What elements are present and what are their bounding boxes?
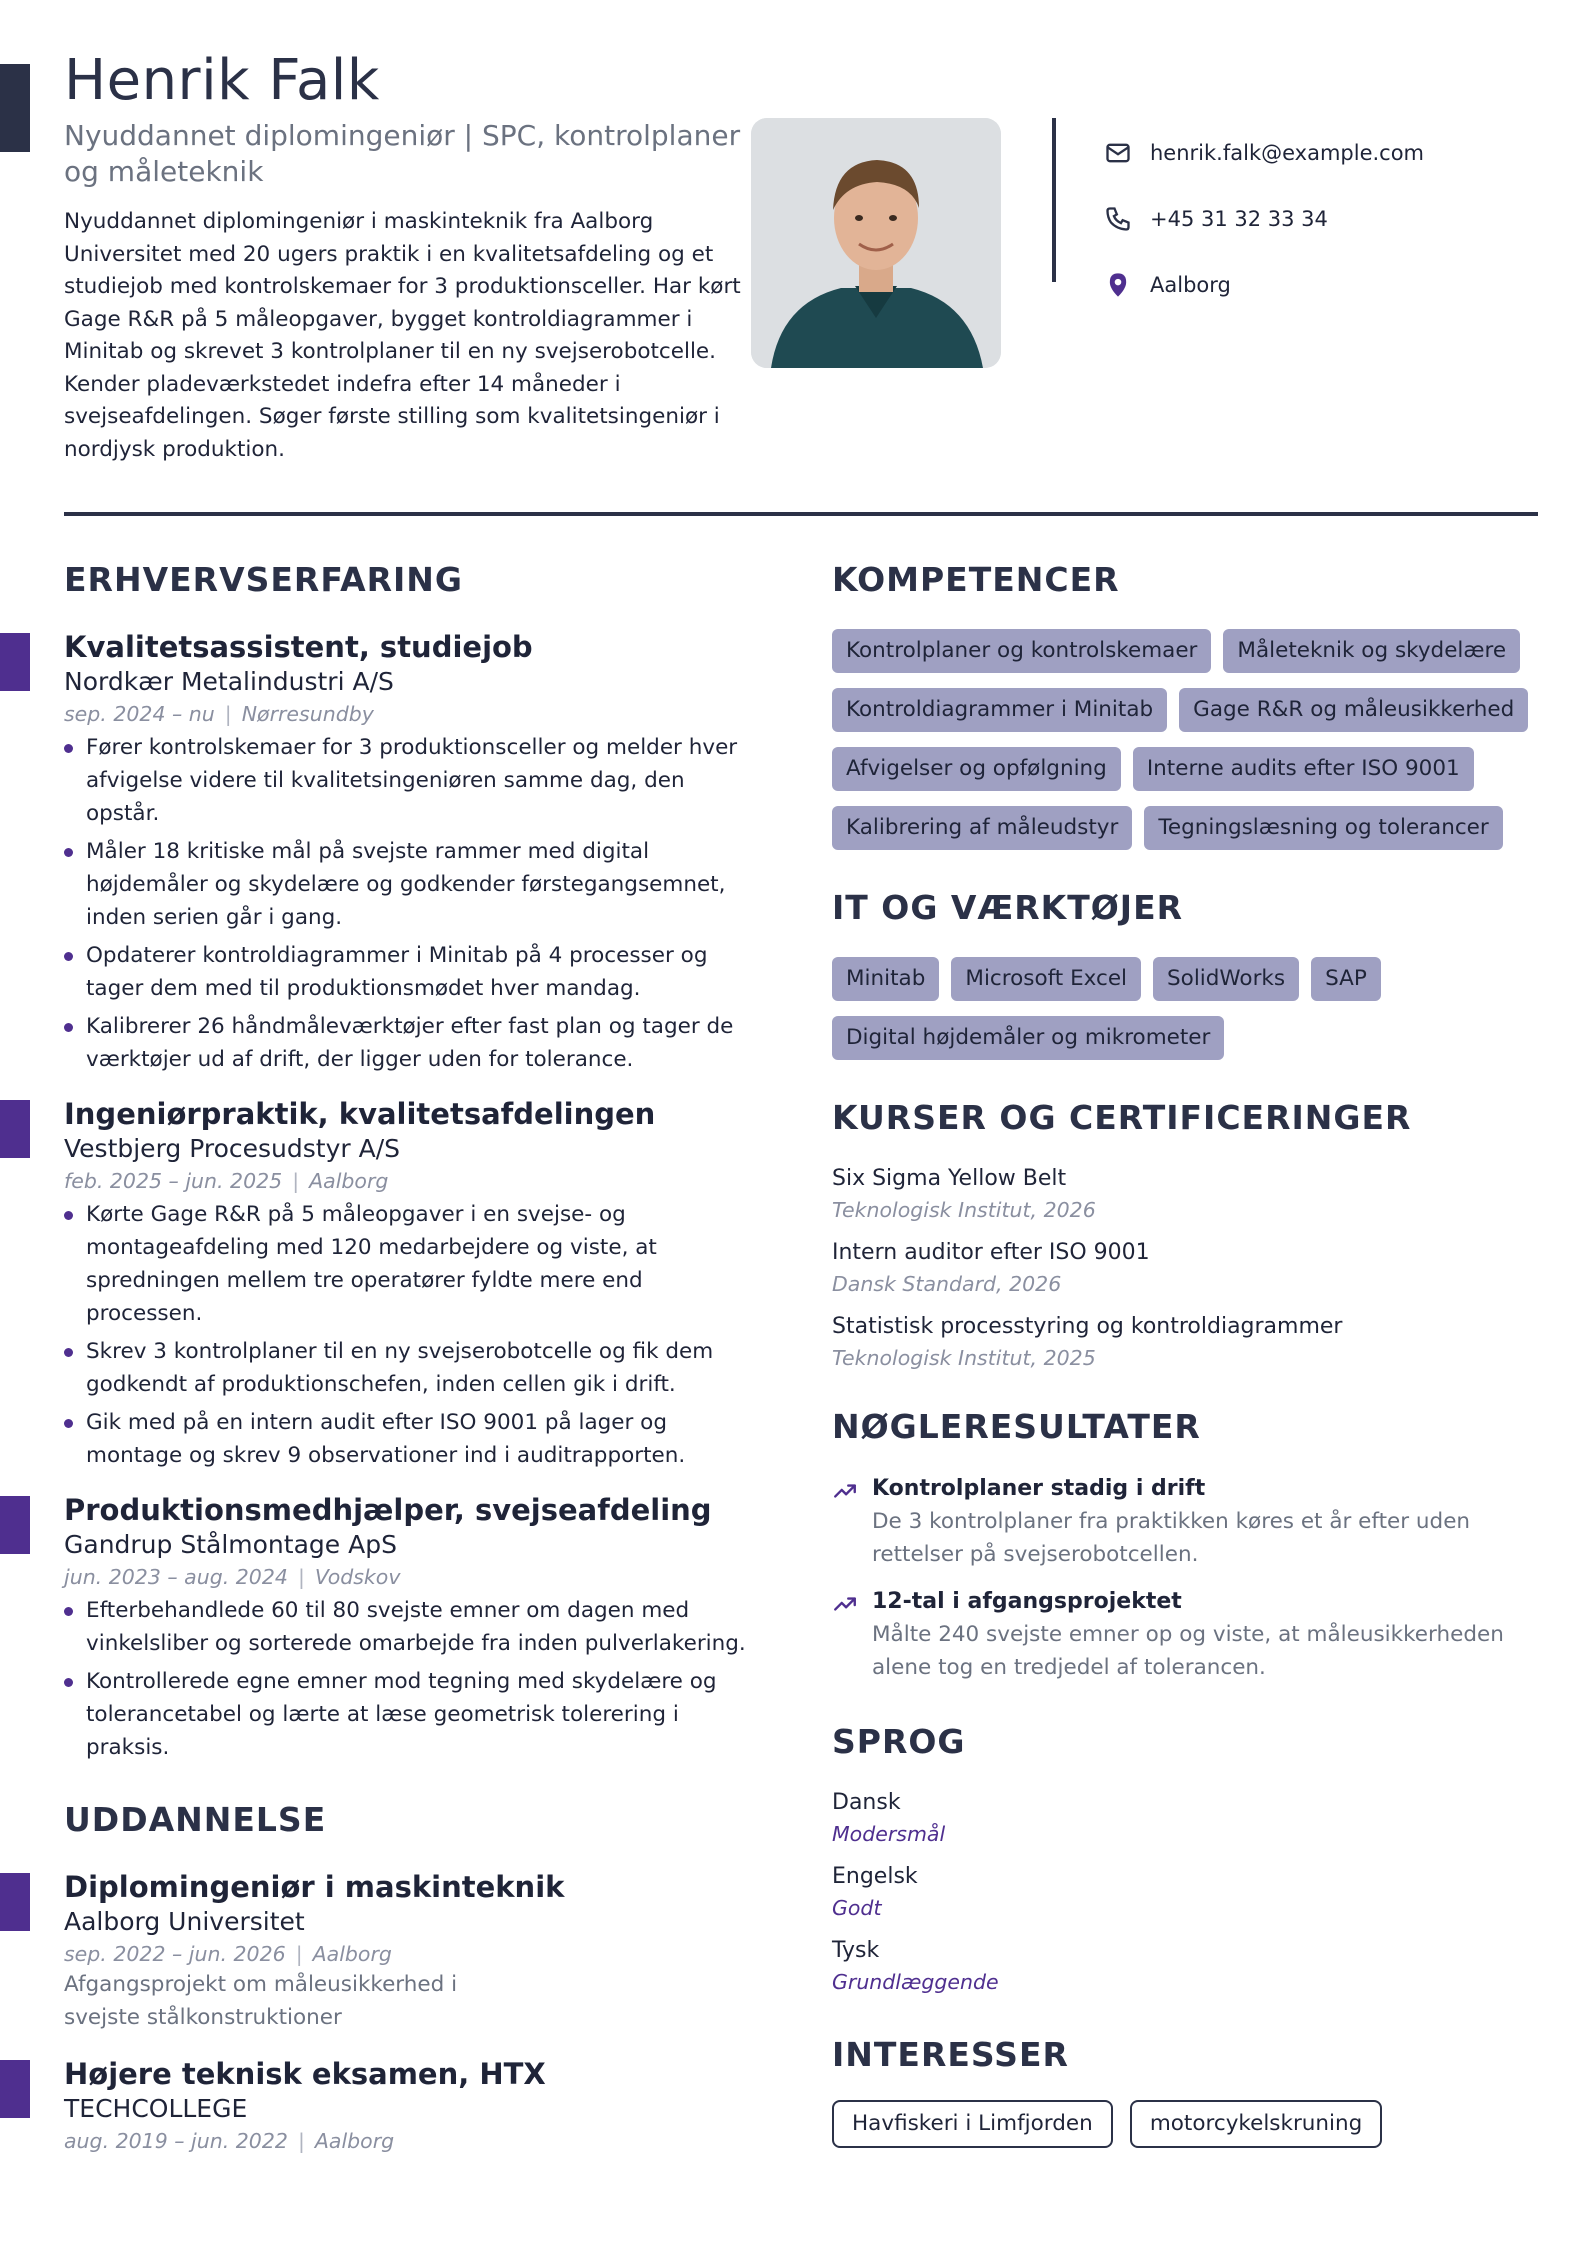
item-marker — [0, 1496, 30, 1554]
trending-up-icon — [832, 1478, 858, 1504]
job-bullet: Kalibrerer 26 håndmåleværktøjer efter fast plan og tager de værktøjer ud af drift, der ligger uden for tolerance. — [64, 1010, 764, 1076]
education-meta: sep. 2022 – jun. 2026 | Aalborg — [64, 1942, 392, 1966]
job-bullet: Efterbehandlede 60 til 80 svejste emner om dagen med vinkelsliber og sorterede omarbejde fra inden pulverlakering. — [64, 1594, 764, 1660]
competency-tag: Kontroldiagrammer i Minitab — [832, 688, 1167, 732]
section-title-courses: KURSER OG CERTIFICERINGER — [832, 1098, 1412, 1137]
job-title: Kvalitetsassistent, studiejob — [64, 630, 533, 664]
item-marker — [0, 1873, 30, 1931]
job-bullet: Måler 18 kritiske mål på svejste rammer med digital højdemåler og skydelære og godkender førstegangsemnet, inden serien går i gang. — [64, 835, 764, 934]
education-item — [64, 2056, 764, 2156]
section-title-competencies: KOMPETENCER — [832, 560, 1120, 599]
result-description: Målte 240 svejste emner op og viste, at måleusikkerheden alene tog en tredjedel af tolerancen. — [872, 1622, 1504, 1680]
job-bullets — [64, 1594, 764, 1764]
result-title: 12-tal i afgangsprojektet — [872, 1589, 1182, 1614]
section-title-languages: SPROG — [832, 1722, 966, 1761]
interest-tag: Havfiskeri i Limfjorden — [832, 2100, 1113, 2148]
degree-title: Diplomingeniør i maskinteknik — [64, 1870, 565, 1904]
section-title-education: UDDANNELSE — [64, 1800, 327, 1839]
item-marker — [0, 1100, 30, 1158]
interest-tags — [832, 2100, 1538, 2148]
experience-item — [64, 629, 764, 1076]
it-tool-tag: Minitab — [832, 957, 939, 1001]
education-dates: sep. 2022 – jun. 2026 — [64, 1942, 286, 1966]
school-name: TECHCOLLEGE — [64, 2094, 248, 2123]
trending-up-icon — [832, 1591, 858, 1617]
contact-info — [1104, 120, 1424, 318]
contact-location — [1104, 252, 1424, 318]
job-bullets — [64, 731, 764, 1076]
course-name: Intern auditor efter ISO 9001 — [832, 1240, 1150, 1265]
result-description: De 3 kontrolplaner fra praktikken køres et år efter uden rettelser på svejserobotcellen. — [872, 1509, 1471, 1567]
competency-tag: Interne audits efter ISO 9001 — [1133, 747, 1474, 791]
item-marker — [0, 2060, 30, 2118]
map-pin-icon — [1104, 271, 1132, 299]
contact-email[interactable] — [1104, 120, 1424, 186]
education-place: Aalborg — [312, 1942, 392, 1966]
job-dates: feb. 2025 – jun. 2025 — [64, 1169, 283, 1193]
course-name: Six Sigma Yellow Belt — [832, 1166, 1067, 1191]
course-item — [832, 1163, 1538, 1225]
language-level: Godt — [832, 1896, 882, 1920]
language-list — [832, 1787, 1538, 1997]
job-place: Nørresundby — [241, 702, 374, 726]
experience-item — [64, 1492, 764, 1764]
course-item — [832, 1237, 1538, 1299]
job-place: Vodskov — [314, 1565, 401, 1589]
section-title-it-tools: IT OG VÆRKTØJER — [832, 888, 1184, 927]
it-tool-tag: SolidWorks — [1153, 957, 1299, 1001]
contact-phone[interactable] — [1104, 186, 1424, 252]
item-marker — [0, 633, 30, 691]
left-column — [64, 560, 764, 2156]
it-tool-tag: SAP — [1311, 957, 1381, 1001]
job-meta: jun. 2023 – aug. 2024 | Vodskov — [64, 1565, 401, 1589]
contact-phone-text: +45 31 32 33 34 — [1150, 207, 1328, 231]
contact-email-text: henrik.falk@example.com — [1150, 141, 1425, 165]
it-tool-tags — [832, 957, 1538, 1060]
profile-photo — [751, 118, 1001, 368]
profile-photo-illustration — [751, 118, 1001, 368]
competency-tag: Kalibrering af måleudstyr — [832, 806, 1132, 850]
job-title: Produktionsmedhjælper, svejseafdeling — [64, 1493, 712, 1527]
competency-tag: Kontrolplaner og kontrolskemaer — [832, 629, 1211, 673]
interest-tag: motorcykelskruning — [1130, 2100, 1382, 2148]
language-level: Modersmål — [832, 1822, 946, 1846]
course-list — [832, 1163, 1538, 1373]
resume-header — [64, 48, 1538, 508]
job-bullet: Kørte Gage R&R på 5 måleopgaver i en svejse- og montageafdeling med 120 medarbejdere og viste, at spredningen mellem tre operatører fyldte mere end processen. — [64, 1198, 764, 1330]
language-item — [832, 1861, 1538, 1923]
mail-icon — [1104, 139, 1132, 167]
phone-icon — [1104, 205, 1132, 233]
course-meta: Dansk Standard, 2026 — [832, 1272, 1062, 1296]
header-accent-bar — [0, 64, 30, 152]
contact-location-text: Aalborg — [1150, 273, 1231, 297]
profile-summary: Nyuddannet diplomingeniør i maskinteknik fra Aalborg Universitet med 20 ugers praktik i en kvalitetsafdeling og et studiejob med kontrolskemaer for 3 produktionsceller. Har kørt Gage R&R på 5 måleopgaver, bygget kontroldiagrammer i Minitab og skrevet 3 kontrolplaner til en ny svejserobotcelle. Kender pladeværkstedet indefra efter 14 måneder i svejseafdelingen. Søger første stilling som kvalitetsingeniør i nordjysk produktion. — [64, 209, 741, 462]
section-title-experience: ERHVERVSERFARING — [64, 560, 464, 599]
it-tool-tag: Microsoft Excel — [951, 957, 1141, 1001]
language-item — [832, 1935, 1538, 1997]
job-dates: jun. 2023 – aug. 2024 — [64, 1565, 288, 1589]
education-place: Aalborg — [314, 2129, 395, 2153]
education-dates: aug. 2019 – jun. 2022 — [64, 2129, 288, 2153]
course-name: Statistisk processtyring og kontroldiagrammer — [832, 1314, 1343, 1339]
job-bullet: Skrev 3 kontrolplaner til en ny svejserobotcelle og fik dem godkendt af produktionschefen, inden cellen gik i drift. — [64, 1335, 764, 1401]
job-meta: feb. 2025 – jun. 2025 | Aalborg — [64, 1169, 389, 1193]
competency-tag: Gage R&R og måleusikkerhed — [1179, 688, 1528, 732]
experience-item — [64, 1096, 764, 1472]
candidate-name: Henrik Falk — [64, 48, 380, 113]
school-name: Aalborg Universitet — [64, 1907, 305, 1936]
job-bullet: Opdaterer kontroldiagrammer i Minitab på 4 processer og tager dem med til produktionsmødet hver mandag. — [64, 939, 764, 1005]
job-company: Vestbjerg Procesudstyr A/S — [64, 1134, 400, 1163]
course-item — [832, 1311, 1538, 1373]
language-name: Tysk — [832, 1938, 880, 1963]
header-divider — [64, 512, 1538, 516]
education-meta: aug. 2019 – jun. 2022 | Aalborg — [64, 2129, 395, 2153]
education-note: Afgangsprojekt om måleusikkerhed i svejste stålkonstruktioner — [64, 1972, 458, 2030]
job-bullet: Fører kontrolskemaer for 3 produktionsceller og melder hver afvigelse videre til kvalitetsingeniøren samme dag, den opstår. — [64, 731, 764, 830]
job-place: Aalborg — [309, 1169, 389, 1193]
language-level: Grundlæggende — [832, 1970, 999, 1994]
language-item — [832, 1787, 1538, 1849]
degree-title: Højere teknisk eksamen, HTX — [64, 2057, 546, 2091]
candidate-tagline: Nyuddannet diplomingeniør | SPC, kontrolplaner og måleteknik — [64, 119, 741, 188]
it-tool-tag: Digital højdemåler og mikrometer — [832, 1016, 1224, 1060]
result-item — [832, 1472, 1538, 1571]
course-meta: Teknologisk Institut, 2026 — [832, 1198, 1096, 1222]
right-column — [832, 560, 1538, 2148]
competency-tag: Måleteknik og skydelære — [1223, 629, 1520, 673]
result-list — [832, 1472, 1538, 1684]
education-item — [64, 1869, 764, 2034]
competency-tag: Tegningslæsning og tolerancer — [1144, 806, 1502, 850]
course-meta: Teknologisk Institut, 2025 — [832, 1346, 1096, 1370]
job-bullets — [64, 1198, 764, 1472]
section-title-interests: INTERESSER — [832, 2035, 1069, 2074]
job-dates: sep. 2024 – nu — [64, 702, 215, 726]
competency-tags — [832, 629, 1538, 850]
job-bullet: Kontrollerede egne emner mod tegning med skydelære og tolerancetabel og lærte at læse geometrisk tolerering i praksis. — [64, 1665, 764, 1764]
result-title: Kontrolplaner stadig i drift — [872, 1476, 1206, 1501]
job-title: Ingeniørpraktik, kvalitetsafdelingen — [64, 1097, 656, 1131]
job-meta: sep. 2024 – nu | Nørresundby — [64, 702, 374, 726]
language-name: Engelsk — [832, 1864, 918, 1889]
job-company: Gandrup Stålmontage ApS — [64, 1530, 397, 1559]
job-bullet: Gik med på en intern audit efter ISO 9001 på lager og montage og skrev 9 observationer ind i auditrapporten. — [64, 1406, 764, 1472]
section-title-results: NØGLERESULTATER — [832, 1407, 1201, 1446]
competency-tag: Afvigelser og opfølgning — [832, 747, 1121, 791]
job-company: Nordkær Metalindustri A/S — [64, 667, 394, 696]
contact-divider-line — [1052, 118, 1056, 282]
language-name: Dansk — [832, 1790, 901, 1815]
result-item — [832, 1585, 1538, 1684]
